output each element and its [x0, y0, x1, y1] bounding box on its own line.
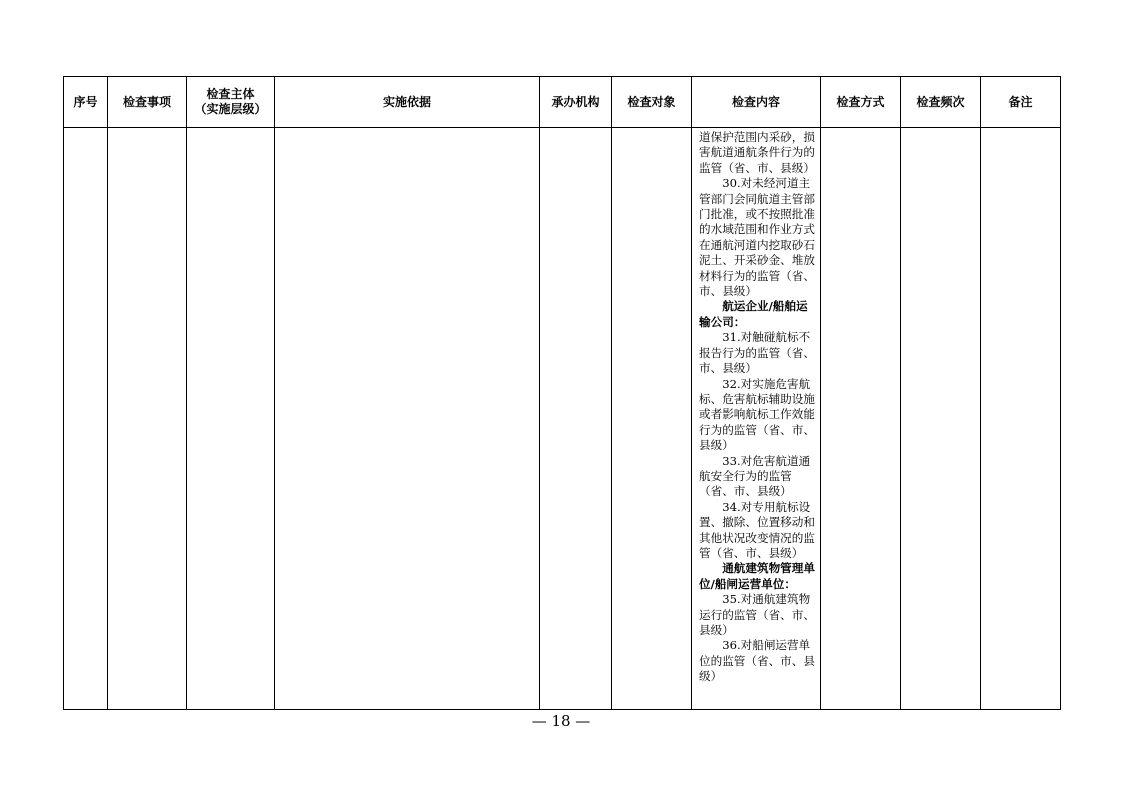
cell-object	[612, 128, 692, 710]
content-line: 34.对专用航标设置、撤除、位置移动和其他状况改变情况的监管（省、市、县级）	[699, 499, 815, 560]
cell-method	[821, 128, 901, 710]
cell-basis	[275, 128, 540, 710]
header-basis: 实施依据	[275, 77, 540, 128]
header-subject-line2: （实施层级）	[194, 102, 267, 116]
header-seq: 序号	[64, 77, 108, 128]
content-line: 道保护范围内采砂，损害航道通航条件行为的监管（省、市、县级）	[699, 130, 815, 175]
content-line: 33.对危害航道通航安全行为的监管（省、市、县级）	[699, 453, 811, 499]
content-line: 36.对船闸运营单位的监管（省、市、县级）	[699, 638, 815, 684]
content-line: 35.对通航建筑物运行的监管（省、市、县级）	[699, 592, 815, 637]
header-object: 检查对象	[612, 77, 692, 128]
cell-remarks	[981, 128, 1061, 710]
content-category-heading: 航运企业/船舶运输公司：	[699, 299, 808, 329]
content-line: 30.对未经河道主管部门会同航道主管部门批准，或不按照批准的水域范围和作业方式在通航河道内挖取砂石泥土、开采砂金、堆放材料行为的监管（省、市、县级）	[699, 176, 815, 299]
header-subject-line1: 检查主体	[206, 87, 255, 101]
header-remarks: 备注	[981, 77, 1061, 128]
cell-content	[692, 128, 821, 710]
header-frequency: 检查频次	[901, 77, 981, 128]
cell-seq	[64, 128, 108, 710]
cell-agency	[540, 128, 612, 710]
header-subject	[187, 77, 275, 128]
content-line: 32.对实施危害航标、危害航标辅助设施或者影响航标工作效能行为的监管（省、市、县级）	[699, 376, 815, 453]
cell-frequency	[901, 128, 981, 710]
cell-item	[108, 128, 187, 710]
header-row	[64, 77, 1061, 128]
header-agency: 承办机构	[540, 77, 612, 128]
cell-subject	[187, 128, 275, 710]
page-number: — 18 —	[531, 712, 591, 730]
table-row	[64, 128, 1061, 710]
header-method: 检查方式	[821, 77, 901, 128]
header-item: 检查事项	[108, 77, 187, 128]
content-line: 31.对触碰航标不报告行为的监管（省、市、县级）	[699, 330, 815, 376]
content-category-heading: 通航建筑物管理单位/船闸运营单位：	[699, 561, 815, 591]
header-content: 检查内容	[692, 77, 821, 128]
inspection-table	[63, 76, 1061, 710]
